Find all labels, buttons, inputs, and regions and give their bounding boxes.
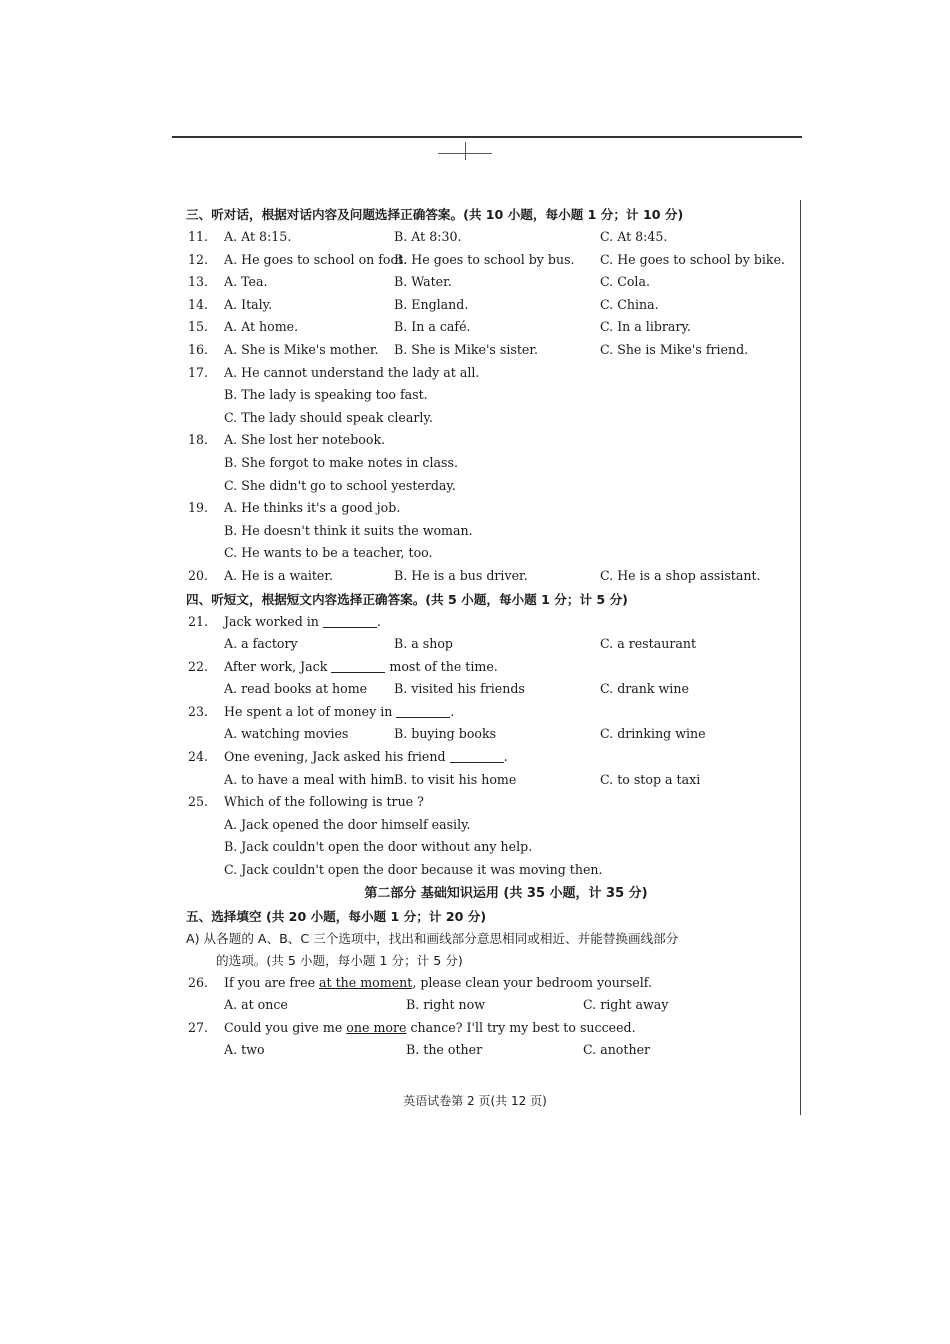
question-number: 14.	[188, 296, 209, 312]
question-24	[186, 746, 786, 769]
option-a: A. to have a meal with him	[224, 771, 395, 787]
option-b: B. He doesn't think it suits the woman.	[224, 522, 473, 538]
question-stem: He spent a lot of money in .	[224, 703, 455, 719]
section4-heading: 四、听短文，根据短文内容选择正确答案。(共 5 小题，每小题 1 分；计 5 分)	[186, 591, 628, 607]
question-26	[186, 972, 786, 995]
question-number: 13.	[188, 274, 209, 290]
subinstruction-line-1: A) 从各题的 A、B、C 三个选项中，找出和画线部分意思相同或相近、并能替换画线部分	[186, 930, 679, 946]
question-21-options	[186, 633, 786, 656]
option-b: B. Jack couldn't open the door without any help.	[224, 839, 533, 855]
question-22-options	[186, 678, 786, 701]
question-17	[186, 362, 786, 385]
question-number: 20.	[188, 567, 209, 583]
option-a: A. He thinks it's a good job.	[224, 500, 401, 516]
question-18-c	[186, 475, 786, 498]
question-19-c	[186, 542, 786, 565]
option-b: B. Water.	[394, 274, 452, 290]
option-b: B. right now	[406, 997, 486, 1013]
question-27-options	[186, 1039, 786, 1062]
answer-blank	[331, 658, 385, 673]
option-a: A. She lost her notebook.	[224, 432, 386, 448]
option-a: A. At home.	[224, 319, 299, 335]
option-c: C. drank wine	[600, 681, 689, 697]
option-a: A. She is Mike's mother.	[224, 341, 379, 357]
option-b: B. She is Mike's sister.	[394, 341, 538, 357]
option-a: A. at once	[224, 997, 288, 1013]
question-25-c	[186, 859, 786, 882]
option-a: A. Italy.	[224, 296, 273, 312]
part2-heading: 第二部分 基础知识运用 (共 35 小题，计 35 分)	[364, 885, 648, 901]
question-number: 15.	[188, 319, 209, 335]
option-c: C. a restaurant	[600, 636, 697, 652]
question-25-a	[186, 814, 786, 837]
question-21	[186, 611, 786, 634]
option-c: C. He wants to be a teacher, too.	[224, 545, 433, 561]
option-b: B. buying books	[394, 726, 497, 742]
question-17-b	[186, 384, 786, 407]
question-26-options	[186, 994, 786, 1017]
option-a: A. read books at home	[224, 681, 368, 697]
question-stem: Which of the following is true ?	[224, 794, 424, 810]
fold-mark-line	[438, 153, 492, 154]
question-19	[186, 497, 786, 520]
option-b: B. to visit his home	[394, 771, 517, 787]
question-number: 19.	[188, 500, 209, 516]
answer-blank	[450, 748, 504, 763]
question-25	[186, 791, 786, 814]
option-c: C. right away	[583, 997, 669, 1013]
option-c: C. He is a shop assistant.	[600, 567, 761, 583]
subinstruction-line-2: 的选项。(共 5 小题，每小题 1 分；计 5 分)	[216, 952, 463, 968]
option-a: A. a factory	[224, 636, 298, 652]
option-c: C. to stop a taxi	[600, 771, 701, 787]
question-number: 18.	[188, 432, 209, 448]
option-b: B. The lady is speaking too fast.	[224, 387, 428, 403]
option-b: B. the other	[406, 1042, 483, 1058]
option-c: C. Jack couldn't open the door because it was moving then.	[224, 862, 603, 878]
option-a: A. He cannot understand the lady at all.	[224, 364, 480, 380]
option-c: C. another	[583, 1042, 651, 1058]
option-a: A. At 8:15.	[224, 229, 292, 244]
question-number: 27.	[188, 1019, 209, 1035]
option-b: B. visited his friends	[394, 681, 525, 697]
question-22	[186, 656, 786, 679]
option-c: C. The lady should speak clearly.	[224, 409, 433, 425]
option-a: A. two	[224, 1042, 265, 1058]
question-12	[186, 249, 786, 272]
right-margin-rule	[800, 200, 801, 1115]
question-stem: Could you give me one more chance? I'll try my best to succeed.	[224, 1019, 636, 1035]
option-a: A. Tea.	[224, 274, 268, 290]
option-a: A. Jack opened the door himself easily.	[224, 816, 471, 832]
question-25-b	[186, 836, 786, 859]
answer-blank	[323, 613, 377, 628]
question-13	[186, 271, 786, 294]
option-b: B. In a café.	[394, 319, 471, 335]
option-a: A. He is a waiter.	[224, 567, 334, 583]
option-b: B. He is a bus driver.	[394, 567, 528, 583]
question-number: 26.	[188, 974, 209, 990]
underlined-phrase: one more	[346, 1019, 407, 1035]
underlined-phrase: at the moment	[319, 974, 413, 990]
section5-subinstruction	[186, 928, 786, 972]
section3-heading: 三、听对话，根据对话内容及问题选择正确答案。(共 10 小题，每小题 1 分；计 10 分)	[186, 207, 684, 222]
question-number: 12.	[188, 251, 209, 267]
option-c: C. In a library.	[600, 319, 691, 335]
question-number: 25.	[188, 794, 209, 810]
question-number: 24.	[188, 749, 209, 765]
option-c: C. At 8:45.	[600, 229, 668, 244]
option-b: B. a shop	[394, 636, 453, 652]
option-c: C. She is Mike's friend.	[600, 341, 749, 357]
section5-heading: 五、选择填空 (共 20 小题，每小题 1 分；计 20 分)	[186, 908, 487, 924]
question-number: 11.	[188, 229, 209, 244]
question-18-b	[186, 452, 786, 475]
question-18	[186, 429, 786, 452]
question-number: 21.	[188, 613, 209, 629]
option-c: C. He goes to school by bike.	[600, 251, 786, 267]
question-15	[186, 316, 786, 339]
question-17-c	[186, 407, 786, 430]
question-19-b	[186, 520, 786, 543]
answer-blank	[396, 703, 450, 718]
fold-mark	[465, 142, 466, 160]
question-16	[186, 339, 786, 362]
question-stem: One evening, Jack asked his friend .	[224, 749, 508, 765]
question-23-options	[186, 723, 786, 746]
question-23	[186, 701, 786, 724]
question-number: 17.	[188, 364, 209, 380]
option-c: C. She didn't go to school yesterday.	[224, 477, 456, 493]
option-b: B. He goes to school by bus.	[394, 251, 575, 267]
question-11	[186, 226, 786, 249]
question-number: 16.	[188, 341, 209, 357]
option-b: B. At 8:30.	[394, 229, 462, 244]
top-rule	[172, 136, 802, 138]
option-b: B. She forgot to make notes in class.	[224, 454, 458, 470]
question-stem: If you are free at the moment, please clean your bedroom yourself.	[224, 974, 652, 990]
option-a: A. He goes to school on foot.	[224, 251, 408, 267]
question-number: 23.	[188, 703, 209, 719]
option-c: C. China.	[600, 296, 659, 312]
option-c: C. Cola.	[600, 274, 650, 290]
option-a: A. watching movies	[224, 726, 349, 742]
question-27	[186, 1017, 786, 1040]
question-24-options	[186, 769, 786, 792]
question-number: 22.	[188, 658, 209, 674]
question-20	[186, 565, 786, 588]
question-14	[186, 294, 786, 317]
option-c: C. drinking wine	[600, 726, 706, 742]
page-footer: 英语试卷第 2 页(共 12 页)	[403, 1094, 547, 1108]
exam-page	[186, 203, 786, 1062]
option-b: B. England.	[394, 296, 469, 312]
question-stem: After work, Jack most of the time.	[224, 658, 498, 674]
question-stem: Jack worked in .	[224, 613, 381, 629]
